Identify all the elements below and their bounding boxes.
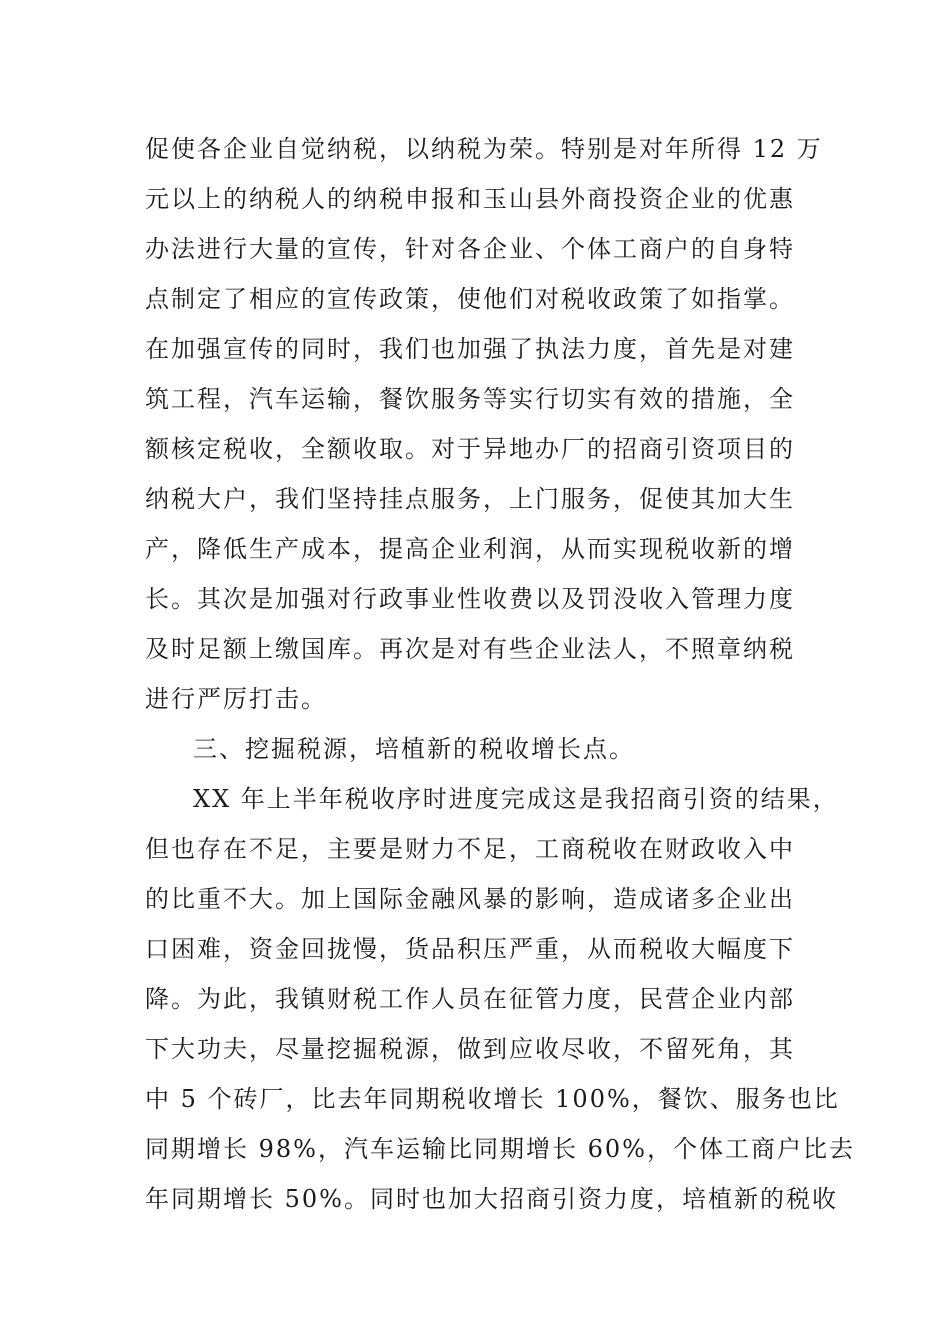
text-line: 中 5 个砖厂，比去年同期税收增长 100%，餐饮、服务也比	[145, 1085, 840, 1113]
text-line: 降。为此，我镇财税工作人员在征管力度，民营企业内部	[145, 985, 795, 1013]
text-line: 同期增长 98%，汽车运输比同期增长 60%，个体工商户比去	[145, 1135, 855, 1163]
text-line: 的比重不大。加上国际金融风暴的影响，造成诸多企业出	[145, 885, 795, 913]
text-line: 元以上的纳税人的纳税申报和玉山县外商投资企业的优惠	[145, 185, 795, 213]
text-line: 在加强宣传的同时，我们也加强了执法力度，首先是对建	[145, 335, 795, 363]
text-line: 但也存在不足，主要是财力不足，工商税收在财政收入中	[145, 835, 795, 863]
text-line: 年同期增长 50%。同时也加大招商引资力度，培植新的税收	[145, 1185, 838, 1213]
text-line: 额核定税收，全额收取。对于异地办厂的招商引资项目的	[145, 435, 795, 463]
text-line: 下大功夫，尽量挖掘税源，做到应收尽收，不留死角，其	[145, 1035, 795, 1063]
text-line: 产，降低生产成本，提高企业利润，从而实现税收新的增	[145, 535, 795, 563]
text-line: 促使各企业自觉纳税，以纳税为荣。特别是对年所得 12 万	[145, 135, 823, 163]
text-line: 及时足额上缴国库。再次是对有些企业法人，不照章纳税	[145, 635, 795, 663]
text-line: 纳税大户，我们坚持挂点服务，上门服务，促使其加大生	[145, 485, 795, 513]
text-line: 点制定了相应的宣传政策，使他们对税收政策了如指掌。	[145, 285, 795, 313]
paragraph-first-line: XX 年上半年税收序时进度完成这是我招商引资的结果，	[193, 785, 839, 813]
text-line: 筑工程，汽车运输，餐饮服务等实行切实有效的措施，全	[145, 385, 795, 413]
section-heading: 三、挖掘税源，培植新的税收增长点。	[193, 735, 635, 763]
text-line: 口困难，资金回拢慢，货品积压严重，从而税收大幅度下	[145, 935, 795, 963]
text-line: 办法进行大量的宣传，针对各企业、个体工商户的自身特	[145, 235, 795, 263]
text-line: 长。其次是加强对行政事业性收费以及罚没收入管理力度	[145, 585, 795, 613]
text-line: 进行严厉打击。	[145, 685, 327, 713]
